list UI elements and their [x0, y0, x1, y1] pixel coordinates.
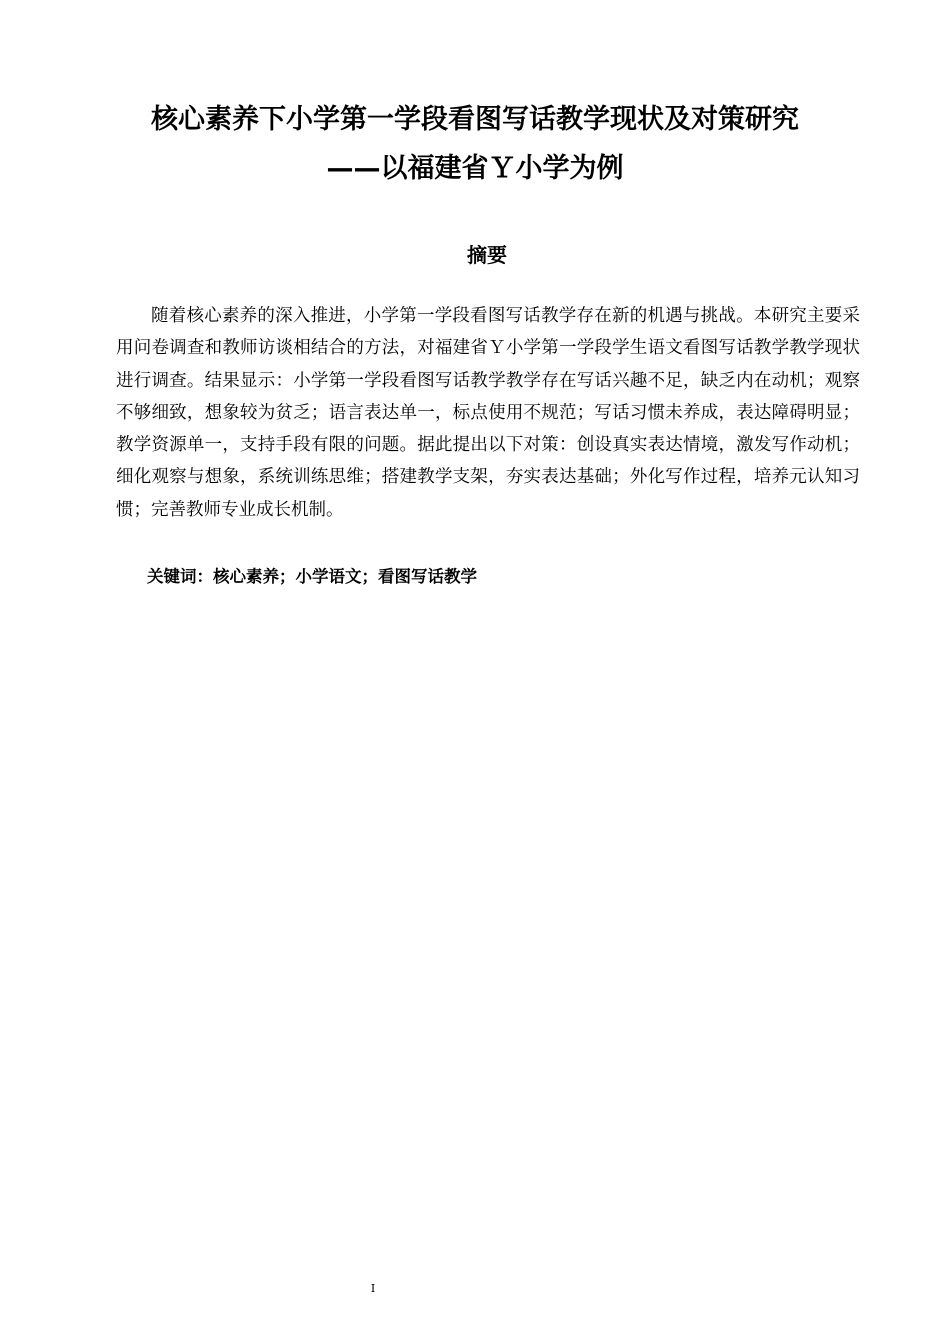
- page-number: I: [370, 1282, 376, 1295]
- keywords-line: 关键词：核心素养；小学语文；看图写话教学: [147, 567, 477, 586]
- abstract-paragraph: 随着核心素养的深入推进，小学第一学段看图写话教学存在新的机遇与挑战。本研究主要采用问卷调查和教师访谈相结合的方法，对福建省Ｙ小学第一学段学生语文看图写话教学教学现状进行调查。结果显示：小学第一学段看图写话教学教学存在写话兴趣不足，缺乏内在动机；观察不够细致，想象较为贫乏；语言表达单一，标点使用不规范；写话习惯未养成，表达障碍明显；教学资源单一，支持手段有限的问题。据此提出以下对策：创设真实表达情境，激发写作动机；细化观察与想象，系统训练思维；搭建教学支架，夯实表达基础；外化写作过程，培养元认知习惯；完善教师专业成长机制。: [116, 306, 860, 520]
- document-title: 核心素养下小学第一学段看图写话教学现状及对策研究: [151, 104, 799, 135]
- abstract-heading: 摘要: [467, 243, 507, 267]
- document-subtitle: ——以福建省Ｙ小学为例: [326, 153, 624, 184]
